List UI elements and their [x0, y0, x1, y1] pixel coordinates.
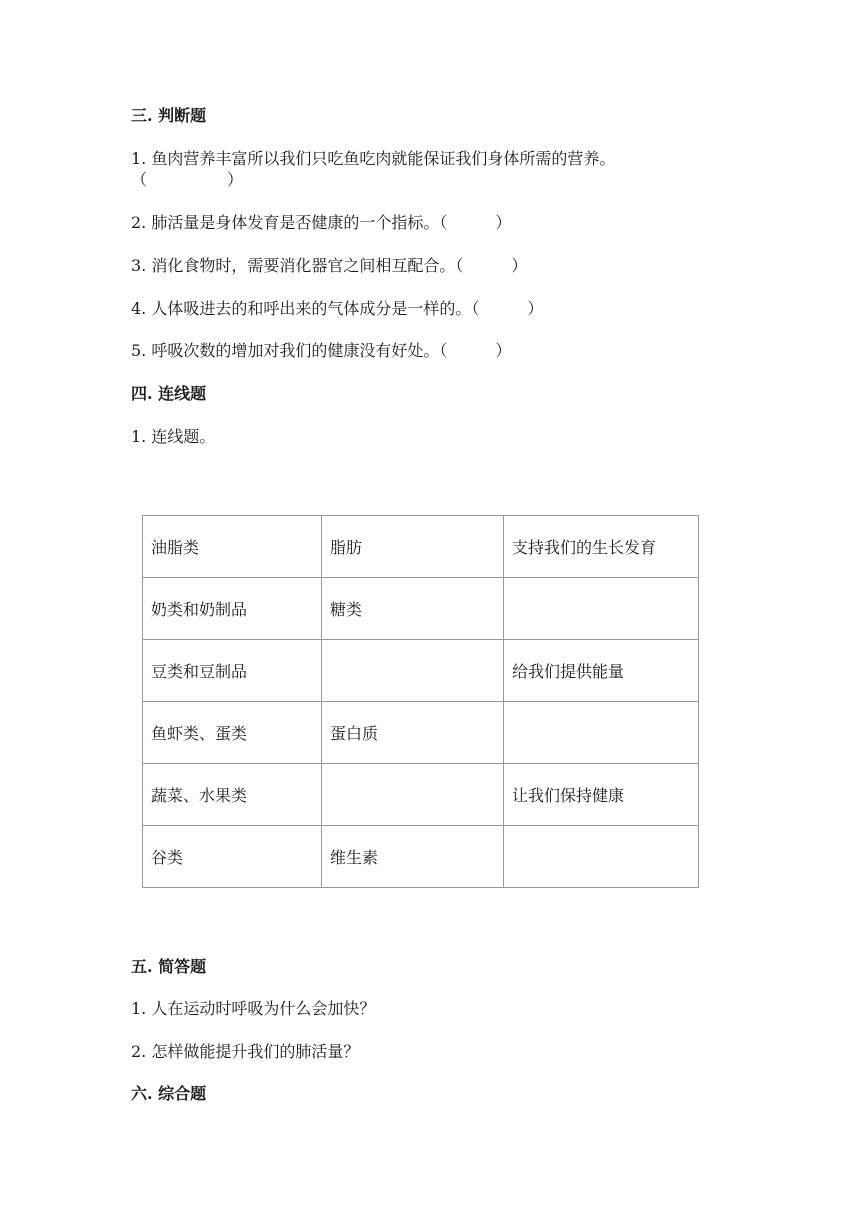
short-answer-item-1: 1. 人在运动时呼吸为什么会加快？: [131, 999, 376, 1018]
food-group-cell: 豆类和豆制品: [143, 640, 322, 702]
judge-item-5: 5. 呼吸次数的增加对我们的健康没有好处。（ ）: [131, 341, 512, 360]
function-cell: 给我们提供能量: [504, 640, 699, 702]
nutrient-cell: 蛋白质: [322, 702, 504, 764]
nutrient-cell: [322, 764, 504, 826]
nutrient-cell: [322, 640, 504, 702]
function-cell: [504, 702, 699, 764]
section-title-short-answer: 五. 简答题: [131, 957, 207, 976]
judge-item-3: 3. 消化食物时，需要消化器官之间相互配合。（ ）: [131, 256, 528, 275]
function-cell: [504, 578, 699, 640]
food-group-cell: 谷类: [143, 826, 322, 888]
table-row: [143, 764, 699, 826]
matching-table: [142, 515, 699, 888]
function-cell: 支持我们的生长发育: [504, 516, 699, 578]
nutrient-cell: 糖类: [322, 578, 504, 640]
section-title-matching: 四. 连线题: [131, 384, 207, 403]
food-group-cell: 蔬菜、水果类: [143, 764, 322, 826]
table-row: [143, 640, 699, 702]
table-row: [143, 516, 699, 578]
judge-item-1-answer-blank[interactable]: （ ）: [131, 170, 244, 189]
judge-item-2: 2. 肺活量是身体发育是否健康的一个指标。（ ）: [131, 213, 512, 232]
section-title-judge: 三. 判断题: [131, 106, 207, 125]
section-title-comprehensive: 六. 综合题: [131, 1084, 207, 1103]
table-row: [143, 826, 699, 888]
table-row: [143, 578, 699, 640]
function-cell: 让我们保持健康: [504, 764, 699, 826]
matching-question: 1. 连线题。: [131, 427, 216, 446]
nutrient-cell: 脂肪: [322, 516, 504, 578]
table-row: [143, 702, 699, 764]
food-group-cell: 鱼虾类、蛋类: [143, 702, 322, 764]
food-group-cell: 奶类和奶制品: [143, 578, 322, 640]
judge-item-1: 1. 鱼肉营养丰富所以我们只吃鱼吃肉就能保证我们身体所需的营养。: [131, 149, 616, 168]
short-answer-item-2: 2. 怎样做能提升我们的肺活量？: [131, 1042, 360, 1061]
judge-item-4: 4. 人体吸进去的和呼出来的气体成分是一样的。（ ）: [131, 299, 544, 318]
food-group-cell: 油脂类: [143, 516, 322, 578]
function-cell: [504, 826, 699, 888]
nutrient-cell: 维生素: [322, 826, 504, 888]
